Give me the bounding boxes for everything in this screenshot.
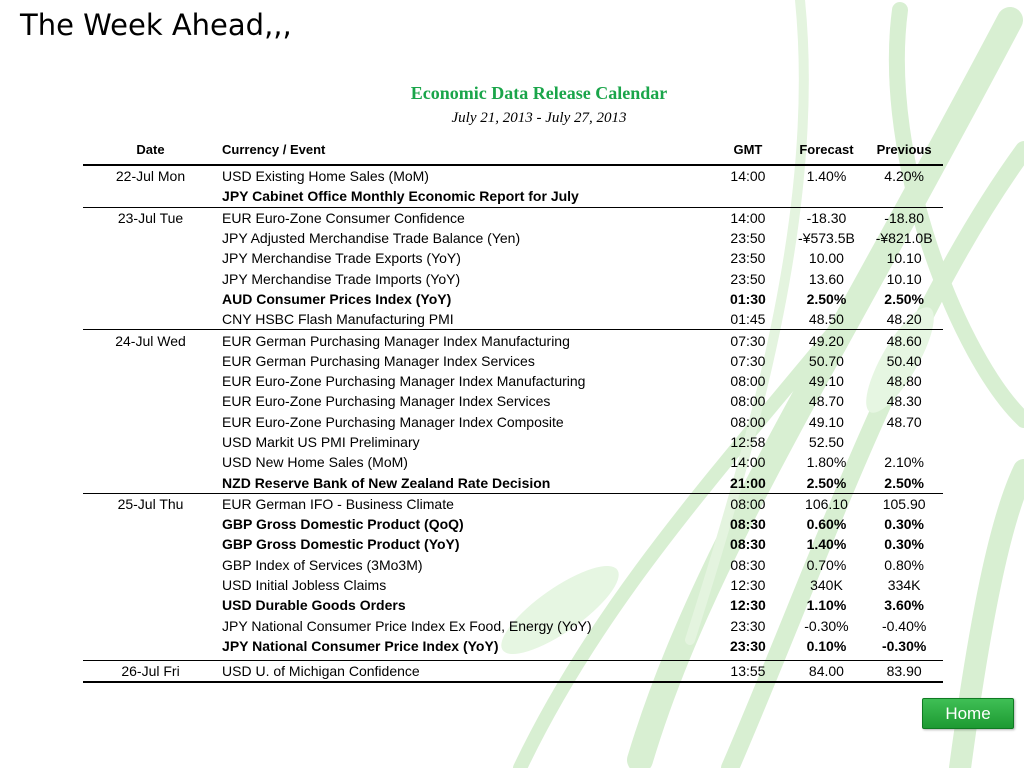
table-row: [83, 207, 943, 228]
table-row: [83, 165, 943, 186]
table-row: [83, 493, 943, 514]
cell-forecast: -0.30%: [804, 617, 849, 634]
cell-event: EUR Euro-Zone Purchasing Manager Index Manufacturing: [222, 373, 586, 390]
cell-event: NZD Reserve Bank of New Zealand Rate Decision: [222, 474, 551, 491]
table-row: [83, 636, 943, 656]
table-row: [83, 555, 943, 575]
cell-date: [83, 351, 218, 371]
cell-gmt: 14:00: [730, 454, 766, 471]
cell-forecast: 0.70%: [806, 556, 847, 573]
cell-previous: 2.50%: [884, 474, 924, 491]
cell-forecast: 49.10: [808, 373, 844, 390]
calendar-body: [83, 165, 943, 682]
cell-forecast: 0.60%: [806, 516, 847, 533]
cell-previous: 0.30%: [884, 516, 924, 533]
cell-event: JPY Adjusted Merchandise Trade Balance (Yen): [222, 230, 521, 247]
column-header-gmt: GMT: [708, 135, 787, 165]
cell-previous: [865, 186, 943, 207]
cell-previous: 0.80%: [884, 556, 924, 573]
cell-gmt: 23:50: [730, 230, 766, 247]
cell-gmt: 12:30: [730, 577, 766, 594]
cell-forecast: 52.50: [808, 434, 844, 450]
cell-gmt: 01:30: [730, 290, 766, 307]
cell-gmt: 13:55: [708, 661, 787, 683]
cell-gmt: 08:30: [730, 556, 766, 573]
cell-forecast: 0.10%: [806, 637, 847, 654]
cell-date: [83, 186, 218, 207]
cell-gmt: 14:00: [730, 168, 766, 185]
cell-gmt: 23:30: [730, 637, 766, 654]
cell-forecast: 48.70: [808, 393, 844, 410]
cell-gmt: 08:30: [730, 516, 766, 533]
cell-gmt: 12:30: [730, 597, 766, 614]
cell-forecast: 1.40%: [806, 168, 847, 185]
table-row: [83, 330, 943, 351]
table-row: [83, 472, 943, 493]
cell-forecast: 49.20: [788, 330, 866, 351]
cell-event: JPY National Consumer Price Index (YoY): [222, 637, 499, 654]
cell-previous: 83.90: [865, 661, 943, 683]
table-row: [83, 228, 943, 248]
cell-gmt: 01:45: [730, 311, 766, 328]
home-button[interactable]: Home: [922, 698, 1014, 729]
cell-date: [83, 248, 218, 268]
cell-event: USD Initial Jobless Claims: [222, 577, 387, 594]
cell-gmt: [708, 186, 787, 207]
cell-date: [83, 514, 218, 534]
table-row: [83, 289, 943, 309]
cell-event: EUR German Purchasing Manager Index Manufacturing: [218, 330, 708, 351]
cell-forecast: 1.10%: [806, 597, 847, 614]
cell-gmt: 08:00: [730, 373, 766, 390]
cell-previous: 4.20%: [884, 168, 924, 185]
table-row: [83, 534, 943, 554]
cell-event: GBP Gross Domestic Product (QoQ): [222, 516, 464, 533]
table-row: [83, 186, 943, 207]
cell-event: JPY National Consumer Price Index Ex Food, Energy (YoY): [222, 617, 592, 634]
cell-event: JPY Cabinet Office Monthly Economic Report for July: [222, 188, 579, 205]
cell-previous: -0.30%: [881, 637, 927, 654]
cell-date: 26-Jul Fri: [83, 661, 218, 683]
cell-date: [83, 412, 218, 432]
cell-event: USD Markit US PMI Preliminary: [222, 434, 420, 450]
cell-date: [83, 371, 218, 391]
cell-date: [83, 432, 218, 452]
cell-event: EUR Euro-Zone Consumer Confidence: [218, 207, 708, 228]
cell-date: [83, 555, 218, 575]
cell-date: [83, 636, 218, 656]
column-header-date: Date: [83, 135, 218, 165]
cell-previous: -0.40%: [881, 617, 927, 634]
column-header-event: Currency / Event: [218, 135, 708, 165]
cell-event: AUD Consumer Prices Index (YoY): [222, 290, 452, 307]
cell-previous: 48.30: [886, 393, 922, 410]
cell-date: [83, 595, 218, 615]
table-row: [83, 452, 943, 472]
cell-date: [83, 228, 218, 248]
table-row: [83, 371, 943, 391]
table-row: [83, 391, 943, 411]
cell-gmt: 07:30: [730, 352, 766, 369]
cell-gmt: 08:00: [708, 493, 787, 514]
cell-event: EUR German Purchasing Manager Index Services: [222, 352, 535, 369]
cell-forecast: 1.80%: [806, 454, 847, 471]
cell-forecast: [788, 186, 866, 207]
cell-event: EUR Euro-Zone Purchasing Manager Index Composite: [222, 413, 564, 430]
cell-gmt: 12:58: [730, 434, 766, 450]
cell-previous: 3.60%: [884, 597, 924, 614]
column-header-forecast: Forecast: [788, 135, 866, 165]
cell-event: USD Existing Home Sales (MoM): [222, 168, 429, 185]
cell-gmt: 08:00: [730, 393, 766, 410]
cell-event: USD Durable Goods Orders: [222, 597, 406, 614]
cell-gmt: 08:30: [730, 536, 766, 553]
cell-date: [83, 575, 218, 595]
table-row: [83, 595, 943, 615]
cell-previous: 50.40: [886, 352, 922, 369]
cell-gmt: 07:30: [708, 330, 787, 351]
cell-forecast: 48.50: [808, 311, 844, 328]
cell-previous: 48.70: [886, 413, 922, 430]
cell-event: EUR German IFO - Business Climate: [218, 493, 708, 514]
cell-previous: 48.80: [886, 373, 922, 390]
cell-event: USD New Home Sales (MoM): [222, 454, 408, 471]
cell-forecast: 50.70: [808, 352, 844, 369]
slide-title: The Week Ahead,,,: [20, 8, 292, 42]
cell-gmt: 08:00: [730, 413, 766, 430]
cell-date: [83, 391, 218, 411]
cell-previous: -18.80: [865, 207, 943, 228]
cell-date: [83, 472, 218, 493]
cell-gmt: 14:00: [708, 207, 787, 228]
cell-date: 25-Jul Thu: [83, 493, 218, 514]
table-row: [83, 268, 943, 288]
cell-date: 22-Jul Mon: [115, 168, 186, 185]
cell-previous: 2.10%: [884, 454, 924, 471]
table-row: [83, 432, 943, 452]
cell-previous: 10.10: [886, 270, 922, 287]
cell-previous: 0.30%: [884, 536, 924, 553]
cell-previous: 48.20: [886, 311, 922, 328]
table-row: [83, 661, 943, 683]
economic-calendar-table: [83, 135, 943, 683]
cell-gmt: 23:50: [730, 250, 766, 267]
cell-date: [83, 268, 218, 288]
cell-event: USD U. of Michigan Confidence: [218, 661, 708, 683]
table-header-row: [83, 135, 943, 165]
cell-forecast: 13.60: [808, 270, 844, 287]
cell-previous: 2.50%: [884, 290, 924, 307]
table-row: [83, 575, 943, 595]
cell-forecast: 2.50%: [806, 290, 847, 307]
cell-event: GBP Index of Services (3Mo3M): [222, 556, 423, 573]
cell-previous: 105.90: [865, 493, 943, 514]
table-row: [83, 616, 943, 636]
cell-event: JPY Merchandise Trade Imports (YoY): [222, 270, 461, 287]
cell-forecast: 49.10: [808, 413, 844, 430]
cell-previous: 48.60: [865, 330, 943, 351]
cell-forecast: -18.30: [788, 207, 866, 228]
table-row: [83, 309, 943, 330]
cell-date: 24-Jul Wed: [83, 330, 218, 351]
table-row: [83, 412, 943, 432]
calendar-heading: Economic Data Release Calendar: [410, 83, 668, 103]
cell-forecast: 340K: [810, 577, 843, 594]
cell-event: EUR Euro-Zone Purchasing Manager Index Services: [222, 393, 551, 410]
calendar-date-range: July 21, 2013 - July 27, 2013: [451, 110, 627, 126]
cell-forecast: -¥573.5B: [798, 230, 855, 247]
cell-previous: 10.10: [886, 250, 922, 267]
cell-date: [83, 534, 218, 554]
cell-date: [83, 616, 218, 636]
cell-forecast: 2.50%: [806, 474, 847, 491]
cell-previous: -¥821.0B: [875, 230, 933, 247]
table-row: [83, 248, 943, 268]
cell-previous: 334K: [887, 577, 921, 594]
cell-date: [83, 452, 218, 472]
cell-date: 23-Jul Tue: [83, 207, 218, 228]
cell-event: CNY HSBC Flash Manufacturing PMI: [222, 311, 454, 328]
column-header-previous: Previous: [865, 135, 943, 165]
cell-forecast: 1.40%: [806, 536, 847, 553]
cell-date: [83, 309, 218, 330]
cell-forecast: 84.00: [788, 661, 866, 683]
cell-previous: [865, 432, 943, 452]
table-row: [83, 514, 943, 534]
cell-date: [83, 289, 218, 309]
cell-gmt: 21:00: [730, 474, 766, 491]
cell-event: JPY Merchandise Trade Exports (YoY): [222, 250, 461, 267]
cell-event: GBP Gross Domestic Product (YoY): [222, 536, 460, 553]
cell-gmt: 23:30: [730, 617, 766, 634]
cell-forecast: 106.10: [788, 493, 866, 514]
table-row: [83, 351, 943, 371]
cell-forecast: 10.00: [808, 250, 844, 267]
cell-gmt: 23:50: [730, 270, 766, 287]
